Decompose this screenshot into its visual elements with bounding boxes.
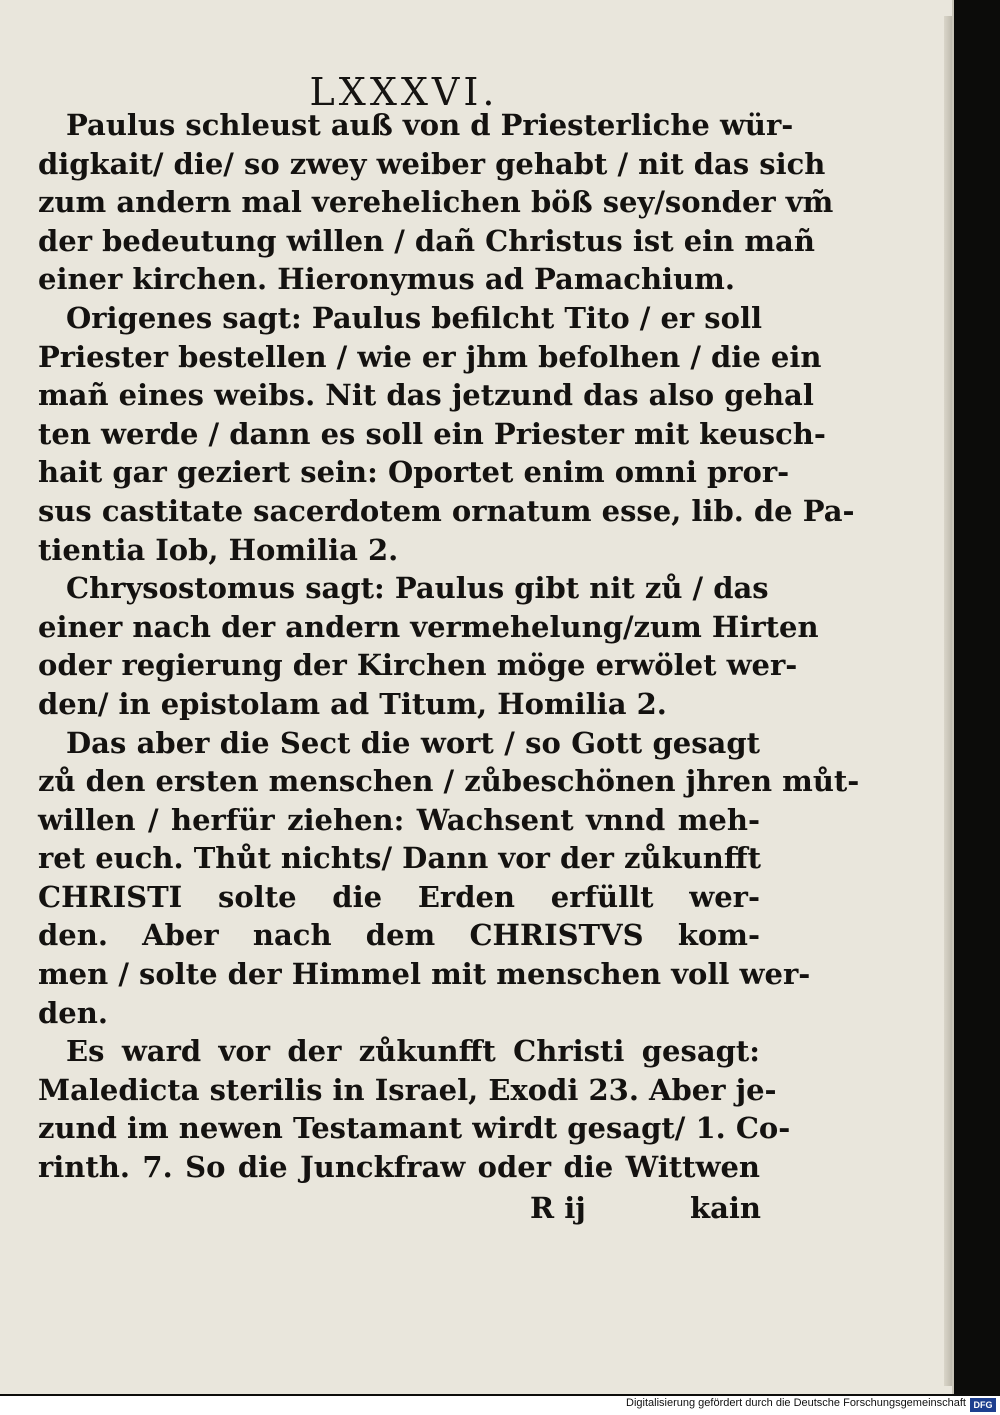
text-line: der bedeutung willen / dañ Christus ist ein mañ bbox=[38, 223, 815, 258]
text-line: ret euch. Thůt nichts/ Dann vor der zůkunfft bbox=[38, 841, 762, 876]
text-line: einer kirchen. Hieronymus ad Pamachium. bbox=[38, 262, 735, 297]
text-line: Origenes sagt: Paulus befilcht Tito / er soll bbox=[66, 300, 762, 335]
folio-text: LXXXVI. bbox=[309, 70, 499, 114]
page-edge bbox=[944, 16, 952, 1386]
text-line: Chrysostomus sagt: Paulus gibt nit zů / das bbox=[66, 571, 769, 606]
text-line: ten werde / dann es soll ein Priester mit keusch- bbox=[38, 416, 826, 451]
text-line: Priester bestellen / wie er jhm befolhen / die ein bbox=[38, 339, 822, 374]
text-line: Es ward vor der zůkunfft Christi gesagt: bbox=[66, 1034, 760, 1069]
text-line: tientia Iob, Homilia 2. bbox=[38, 532, 399, 567]
footer-bar bbox=[0, 1396, 1000, 1415]
text-line: CHRISTI solte die Erden erfüllt wer- bbox=[38, 879, 760, 914]
text-line: den. Aber nach dem CHRISTVS kom- bbox=[38, 918, 760, 953]
text-line: zů den ersten menschen / zůbeschönen jhren můt- bbox=[38, 764, 860, 799]
text-line: Das aber die Sect die wort / so Gott gesagt bbox=[66, 725, 760, 760]
text-line: oder regierung der Kirchen möge erwölet wer- bbox=[38, 648, 798, 683]
footer-credit: Digitalisierung gefördert durch die Deutsche Forschungsgemeinschaft bbox=[626, 1397, 966, 1409]
text-block bbox=[38, 106, 860, 1187]
text-line: einer nach der andern vermehelung/zum Hirten bbox=[38, 609, 819, 644]
text-line: hait gar geziert sein: Oportet enim omni pror- bbox=[38, 455, 790, 490]
text-line: Maledicta sterilis in Israel, Exodi 23. Aber je- bbox=[38, 1072, 777, 1107]
text-line: zum andern mal verehelichen böß sey/sonder vm̃ bbox=[38, 185, 834, 220]
catchword: kain bbox=[690, 1191, 761, 1225]
text-line: sus castitate sacerdotem ornatum esse, lib. de Pa- bbox=[38, 493, 855, 528]
text-line: men / solte der Himmel mit menschen voll wer- bbox=[38, 957, 811, 992]
text-line: den. bbox=[38, 995, 108, 1030]
text-line: rinth. 7. So die Junckfraw oder die Wittwen bbox=[38, 1150, 760, 1185]
text-line: willen / herfür ziehen: Wachsent vnnd meh- bbox=[38, 802, 760, 837]
text-line: zund im newen Testamant wirdt gesagt/ 1. Co- bbox=[38, 1111, 791, 1146]
text-line: digkait/ die/ so zwey weiber gehabt / nit das sich bbox=[38, 146, 826, 181]
text-line: Paulus schleust auß von d Priesterliche wür- bbox=[66, 108, 794, 142]
signature-mark: R ij bbox=[530, 1191, 586, 1225]
dfg-logo: DFG bbox=[970, 1398, 996, 1412]
text-line: mañ eines weibs. Nit das jetzund das also gehal bbox=[38, 378, 814, 413]
text-line: den/ in epistolam ad Titum, Homilia 2. bbox=[38, 686, 667, 721]
